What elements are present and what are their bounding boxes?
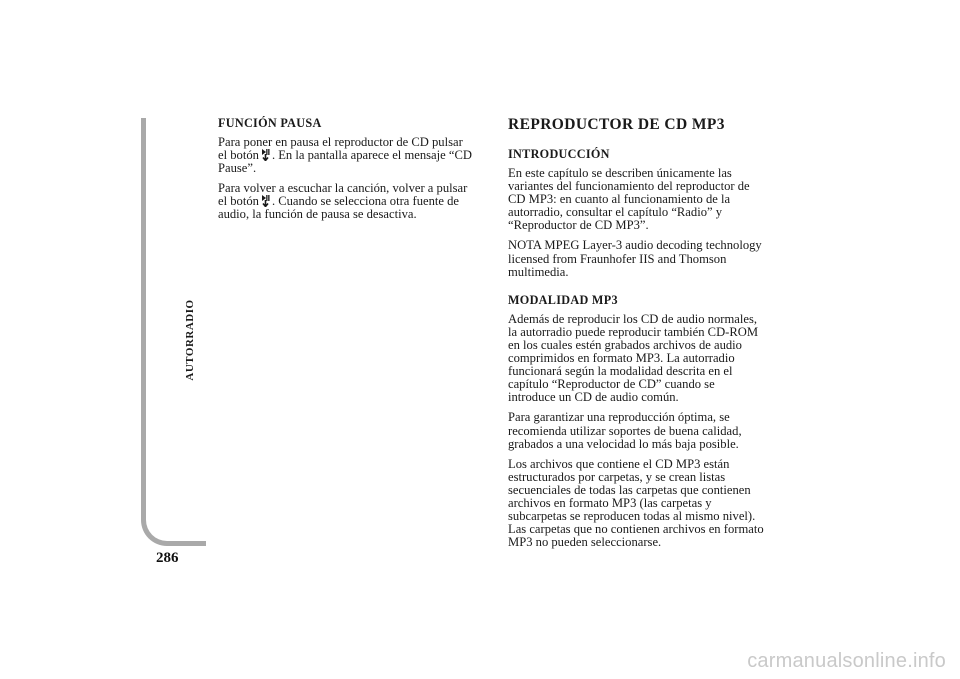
play-pause-icon [261, 149, 270, 161]
mp3-paragraph-1: Además de reproducir los CD de audio normales, la autorradio puede reproducir también CD-ROM en los cuales estén grabados archivos de audio comprimidos en formato MP3. La autorradio funcionará según la modalidad descrita en el capítulo “Reproductor de CD” cuando se introduce un CD de audio común. [508, 311, 759, 405]
pause-paragraph-2 [218, 182, 498, 221]
section-label: AUTORRADIO [184, 299, 196, 381]
mp3-heading: MODALIDAD MP3 [508, 292, 618, 307]
right-column [508, 116, 798, 556]
left-column [218, 116, 498, 229]
pause-paragraph-1-start: Para poner en pausa el reproductor de CD pulsar el botón [218, 135, 463, 163]
mp3-paragraph-2: Para garantizar una reproducción óptima, se recomienda utilizar soportes de buena calidad, grabados a una velocidad lo más baja posible. [508, 410, 742, 451]
page-number: 286 [156, 550, 179, 566]
intro-paragraph-1: En este capítulo se describen únicamente las variantes del funcionamiento del reproductor de CD MP3: en cuanto al funcionamiento de la autorradio, consultar el capítulo “Radio” y “Reproductor de CD MP3”. [508, 166, 750, 233]
pause-paragraph-1 [218, 136, 498, 175]
pause-paragraph-2-end: . Cuando se selecciona otra fuente de audio, la función de pausa se desactiva. [218, 194, 460, 222]
pause-heading: FUNCIÓN PAUSA [218, 116, 322, 130]
pause-paragraph-1-end: . En la pantalla aparece el mensaje “CD Pause”. [218, 148, 472, 176]
play-pause-icon [261, 195, 270, 207]
section-tab [180, 300, 200, 380]
mp3-paragraph-3: Los archivos que contiene el CD MP3 están estructurados por carpetas, y se crean listas secuenciales de todas las carpetas que contienen archivos en formato MP3 (las carpetas y subcarpetas se reproducen todas al mismo nivel). Las carpetas que no contienen archivos en formato MP3 no pueden seleccionarse. [508, 456, 764, 550]
intro-heading: INTRODUCCIÓN [508, 147, 610, 161]
section-title: REPRODUCTOR DE CD MP3 [508, 116, 725, 133]
pause-paragraph-2-start: Para volver a escuchar la canción, volver a pulsar el botón [218, 181, 468, 209]
watermark: carmanualsonline.info [747, 650, 946, 672]
intro-paragraph-2: NOTA MPEG Layer-3 audio decoding technology licensed from Fraunhofer IIS and Thomson multimedia. [508, 238, 762, 279]
